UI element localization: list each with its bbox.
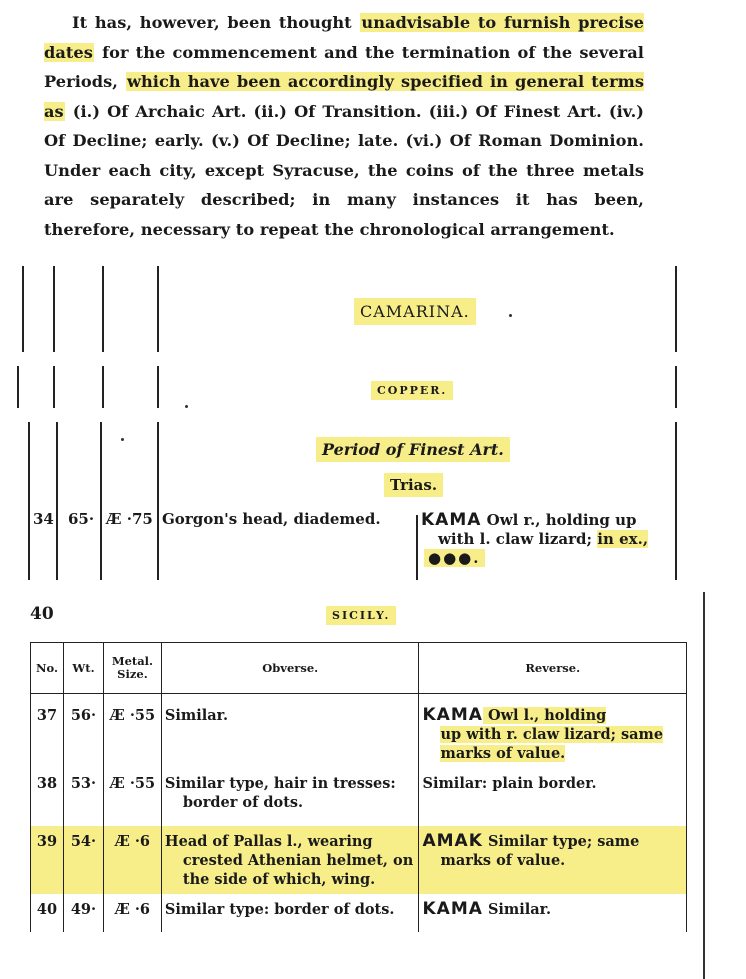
row-reverse [421,510,673,530]
column-rule [675,266,677,352]
column-rule [416,515,418,580]
reverse-highlight: in ex., [597,530,649,548]
running-head: SICILY. [326,606,396,625]
row-weight: 56· [63,694,103,769]
row-obverse [161,768,419,826]
row-metal-size: Æ ·55 [103,694,161,769]
row-reverse-cont [438,530,678,548]
column-rule [100,422,102,580]
row-obverse: Gorgon's head, diademed. [162,510,381,528]
row-weight: 53· [63,768,103,826]
header-reverse: Reverse. [419,643,687,694]
column-rule [157,422,159,580]
speck [121,438,124,441]
intro-paragraph [44,8,644,244]
city-heading: CAMARINA. [354,298,476,325]
period-heading: Period of Finest Art. [316,437,510,462]
obverse-text: Similar type: border of dots. [164,901,395,918]
metal-heading: COPPER. [371,381,453,400]
column-rule [157,266,159,352]
page-edge [703,592,705,979]
reverse-highlight: up with r. claw lizard; same marks of value. [440,726,664,762]
reverse-legend: AMAK [422,831,483,851]
row-reverse [419,768,687,826]
row-number: 38 [31,768,64,826]
column-rule [53,266,55,352]
speck [509,314,512,317]
reverse-text-cont: marks of value. [440,852,566,869]
obverse-text: Head of Pallas l., wearing [164,833,373,850]
speck [185,405,188,408]
row-weight: 54· [63,826,103,894]
value-marks: ●●●. [424,549,485,567]
denomination-heading: Trias. [384,473,443,497]
reverse-text: Owl r., holding up [481,511,637,529]
table-row [31,768,687,826]
column-rule [28,422,30,580]
reverse-text: Similar. [482,901,552,918]
reverse-text-cont: with l. claw lizard; [438,530,598,548]
column-rule [675,422,677,580]
row-obverse [161,826,419,894]
column-rule [22,266,24,352]
row-number: 34 [33,510,54,528]
row-number: 37 [31,694,64,769]
column-rule [102,366,104,408]
row-metal-size: Æ ·55 [103,768,161,826]
reverse-legend: KAMA [422,899,483,919]
obverse-text-cont: crested Athenian helmet, on the side of which, wing. [182,852,414,888]
coin-table [30,642,687,932]
row-metal-size: Æ ·6 [103,826,161,894]
column-rule [17,366,19,408]
obverse-text-cont: border of dots. [182,794,304,811]
table-row-highlighted [31,826,687,894]
reverse-text-cont [422,725,683,763]
reverse-legend: KAMA [422,705,483,725]
row-reverse [419,894,687,932]
obverse-text: Similar type, hair in tresses: [164,775,396,792]
column-rule [675,366,677,408]
header-obverse: Obverse. [161,643,419,694]
row-obverse [161,894,419,932]
intro-part: It has, however, been thought [72,13,360,32]
row-reverse [419,694,687,769]
row-metal-size: Æ ·6 [103,894,161,932]
row-number: 39 [31,826,64,894]
obverse-text: Similar. [164,707,229,724]
row-number: 40 [31,894,64,932]
intro-highlight: which have been accordingly specified in general terms as [44,72,644,121]
row-weight: 65· [68,510,95,528]
row-metal-size: Æ ·75 [106,510,153,528]
header-no: No. [31,643,64,694]
column-rule [53,366,55,408]
reverse-text: Similar type; same [482,833,640,850]
page-number: 40 [30,604,54,624]
reverse-legend: KAMA [421,510,482,530]
row-weight: 49· [63,894,103,932]
table-row [31,694,687,769]
row-reverse [419,826,687,894]
column-rule [102,266,104,352]
row-obverse [161,694,419,769]
intro-part: (i.) Of Archaic Art. (ii.) Of Transition. (iii.) Of Finest Art. (iv.) Of Decline; early. (v.) Of Decline; late. (vi.) Of Roman Dominion. Under each city, except Syracuse, the coins of the three metals are separately described; in many instances it has been, therefore, necessary to repeat the chronological arrangement. [44,101,644,239]
table-row [31,894,687,932]
column-rule [56,422,58,580]
header-metal-size: Metal. Size. [103,643,161,694]
reverse-text: Similar: plain border. [422,775,597,792]
intro-highlight: unadvisable to furnish precise dates [44,13,644,62]
header-weight: Wt. [63,643,103,694]
reverse-text: Owl l., holding [482,707,607,724]
column-rule [157,366,159,408]
intro-part: for the commencement and the termination of the several Periods, [44,42,644,91]
